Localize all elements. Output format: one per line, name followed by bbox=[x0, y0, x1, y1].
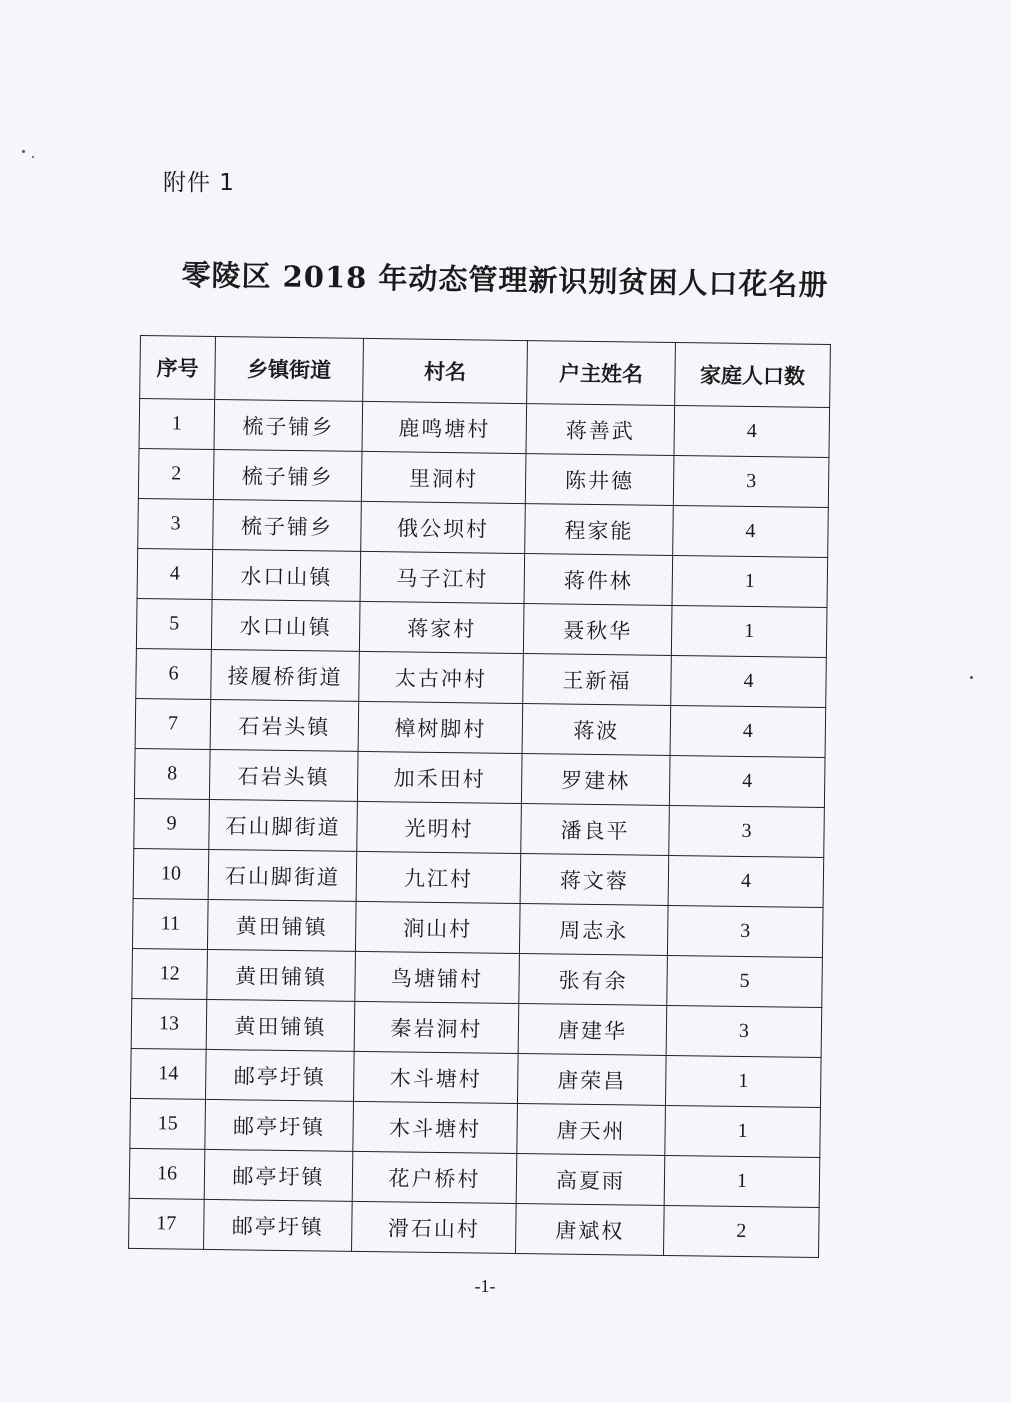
cell-serial-number: 16 bbox=[129, 1148, 205, 1199]
cell-town-street: 黄田铺镇 bbox=[207, 899, 356, 951]
cell-serial-number: 3 bbox=[138, 498, 214, 549]
table-row bbox=[130, 1098, 821, 1157]
cell-household-head: 罗建林 bbox=[521, 754, 670, 806]
table-row bbox=[137, 548, 828, 607]
cell-town-street: 石山脚街道 bbox=[208, 849, 357, 901]
cell-village-name: 九江村 bbox=[356, 851, 521, 903]
cell-family-size: 1 bbox=[672, 555, 828, 607]
cell-village-name: 花户桥村 bbox=[352, 1151, 517, 1203]
table-row bbox=[135, 698, 826, 757]
cell-family-size: 1 bbox=[665, 1055, 821, 1107]
cell-town-street: 邮亭圩镇 bbox=[204, 1199, 353, 1251]
header-village-name: 村名 bbox=[363, 338, 528, 403]
table-header-row bbox=[140, 336, 831, 408]
cell-village-name: 鸟塘铺村 bbox=[355, 951, 520, 1003]
cell-family-size: 3 bbox=[667, 905, 823, 957]
cell-village-name: 木斗塘村 bbox=[353, 1051, 518, 1103]
cell-village-name: 蒋家村 bbox=[359, 601, 524, 653]
cell-serial-number: 6 bbox=[136, 648, 212, 699]
cell-village-name: 里洞村 bbox=[361, 451, 526, 503]
cell-household-head: 蒋文蓉 bbox=[520, 854, 669, 906]
cell-town-street: 邮亭圩镇 bbox=[204, 1149, 353, 1201]
cell-village-name: 光明村 bbox=[357, 801, 522, 853]
cell-family-size: 1 bbox=[664, 1155, 820, 1207]
cell-household-head: 陈井德 bbox=[525, 454, 674, 506]
cell-town-street: 梳子铺乡 bbox=[213, 449, 362, 501]
table-row bbox=[134, 798, 825, 857]
table-row bbox=[133, 848, 824, 907]
cell-town-street: 水口山镇 bbox=[212, 549, 361, 601]
cell-family-size: 4 bbox=[669, 755, 825, 807]
cell-serial-number: 7 bbox=[135, 698, 211, 749]
cell-serial-number: 15 bbox=[130, 1098, 206, 1149]
cell-town-street: 石岩头镇 bbox=[210, 699, 359, 751]
table-row bbox=[138, 448, 829, 507]
document-title: 零陵区 2018 年动态管理新识别贫困人口花名册 bbox=[181, 257, 829, 303]
scan-speck bbox=[22, 150, 25, 153]
cell-village-name: 马子江村 bbox=[360, 551, 525, 603]
cell-household-head: 聂秋华 bbox=[523, 604, 672, 656]
cell-town-street: 接履桥街道 bbox=[211, 649, 360, 701]
cell-family-size: 1 bbox=[665, 1105, 821, 1157]
cell-household-head: 王新福 bbox=[523, 654, 672, 706]
cell-family-size: 5 bbox=[667, 955, 823, 1007]
cell-town-street: 邮亭圩镇 bbox=[205, 1049, 354, 1101]
cell-town-street: 梳子铺乡 bbox=[214, 399, 363, 451]
cell-serial-number: 13 bbox=[131, 998, 207, 1049]
cell-household-head: 唐建华 bbox=[518, 1004, 667, 1056]
cell-household-head: 唐天州 bbox=[517, 1104, 666, 1156]
cell-household-head: 张有余 bbox=[519, 954, 668, 1006]
cell-village-name: 木斗塘村 bbox=[353, 1101, 518, 1153]
cell-serial-number: 5 bbox=[136, 598, 212, 649]
cell-family-size: 4 bbox=[671, 655, 827, 707]
cell-serial-number: 4 bbox=[137, 548, 213, 599]
attachment-label: 附件 1 bbox=[163, 170, 235, 196]
cell-household-head: 程家能 bbox=[525, 504, 674, 556]
cell-town-street: 梳子铺乡 bbox=[213, 499, 362, 551]
cell-town-street: 水口山镇 bbox=[211, 599, 360, 651]
cell-serial-number: 12 bbox=[132, 948, 208, 999]
scan-speck bbox=[32, 156, 34, 158]
cell-serial-number: 17 bbox=[129, 1198, 205, 1249]
table-row bbox=[131, 998, 822, 1057]
table-row bbox=[129, 1148, 820, 1207]
table-row bbox=[136, 648, 827, 707]
cell-family-size: 2 bbox=[663, 1205, 819, 1257]
header-town-street: 乡镇街道 bbox=[215, 336, 364, 401]
cell-town-street: 邮亭圩镇 bbox=[205, 1099, 354, 1151]
cell-town-street: 石山脚街道 bbox=[209, 799, 358, 851]
table-body bbox=[129, 399, 830, 1258]
cell-village-name: 滑石山村 bbox=[352, 1201, 517, 1253]
cell-serial-number: 8 bbox=[134, 748, 210, 799]
poverty-roster-table bbox=[128, 335, 831, 1258]
cell-serial-number: 2 bbox=[138, 448, 214, 499]
cell-village-name: 加禾田村 bbox=[357, 751, 522, 803]
cell-town-street: 黄田铺镇 bbox=[206, 999, 355, 1051]
cell-household-head: 高夏雨 bbox=[516, 1154, 665, 1206]
cell-family-size: 1 bbox=[671, 605, 827, 657]
cell-town-street: 黄田铺镇 bbox=[207, 949, 356, 1001]
table-row bbox=[138, 498, 829, 557]
page-number: -1- bbox=[474, 1276, 496, 1296]
cell-village-name: 鹿鸣塘村 bbox=[362, 401, 527, 453]
cell-village-name: 俄公坝村 bbox=[361, 501, 526, 553]
cell-family-size: 3 bbox=[669, 805, 825, 857]
cell-village-name: 樟树脚村 bbox=[358, 701, 523, 753]
cell-town-street: 石岩头镇 bbox=[209, 749, 358, 801]
cell-household-head: 潘良平 bbox=[521, 804, 670, 856]
cell-village-name: 秦岩洞村 bbox=[354, 1001, 519, 1053]
cell-serial-number: 1 bbox=[139, 399, 215, 450]
cell-family-size: 4 bbox=[674, 406, 830, 458]
cell-serial-number: 10 bbox=[133, 848, 209, 899]
cell-family-size: 4 bbox=[670, 705, 826, 757]
cell-family-size: 3 bbox=[673, 455, 829, 507]
cell-household-head: 蒋波 bbox=[522, 704, 671, 756]
cell-household-head: 蒋善武 bbox=[526, 404, 675, 456]
cell-serial-number: 9 bbox=[134, 798, 210, 849]
cell-household-head: 唐荣昌 bbox=[517, 1054, 666, 1106]
cell-village-name: 太古冲村 bbox=[359, 651, 524, 703]
cell-family-size: 4 bbox=[668, 855, 824, 907]
header-household-head: 户主姓名 bbox=[527, 341, 676, 406]
header-serial-number: 序号 bbox=[140, 336, 216, 400]
table-row bbox=[139, 399, 830, 458]
cell-household-head: 蒋件林 bbox=[524, 554, 673, 606]
cell-serial-number: 11 bbox=[132, 898, 208, 949]
table-row bbox=[132, 948, 823, 1007]
cell-family-size: 3 bbox=[666, 1005, 822, 1057]
cell-household-head: 唐斌权 bbox=[516, 1203, 665, 1255]
scan-speck bbox=[970, 676, 973, 679]
table-row bbox=[136, 598, 827, 657]
roster-table-container bbox=[128, 335, 850, 1258]
cell-household-head: 周志永 bbox=[519, 904, 668, 956]
header-family-size: 家庭人口数 bbox=[675, 343, 831, 408]
cell-serial-number: 14 bbox=[131, 1048, 207, 1099]
table-row bbox=[134, 748, 825, 807]
table-row bbox=[132, 898, 823, 957]
cell-village-name: 涧山村 bbox=[355, 901, 520, 953]
table-row bbox=[129, 1198, 820, 1257]
table-row bbox=[131, 1048, 822, 1107]
cell-family-size: 4 bbox=[673, 505, 829, 557]
